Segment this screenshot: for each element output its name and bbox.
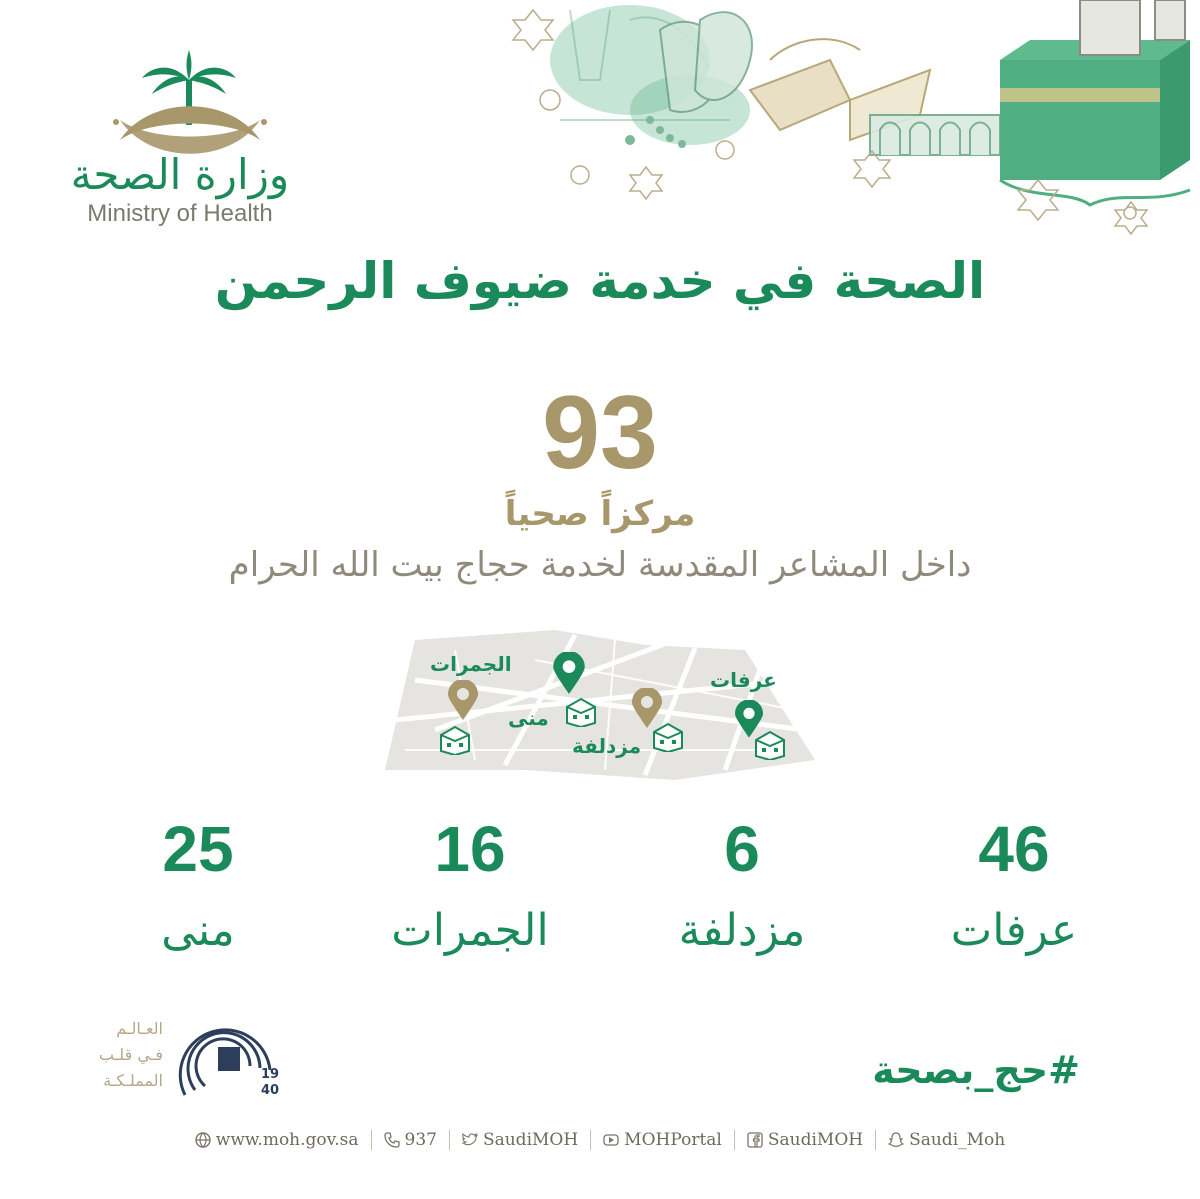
contact-twitter[interactable] <box>462 1130 578 1150</box>
emblem-year-bottom: 40 <box>261 1083 280 1098</box>
map-label-arafat: عرفات <box>710 668 777 692</box>
emblem-year-top: 19 <box>261 1067 280 1082</box>
contact-text: SaudiMOH <box>767 1130 864 1150</box>
twitter-icon <box>462 1132 478 1148</box>
total-centers-count: 93 <box>542 375 658 491</box>
contact-website[interactable] <box>195 1130 359 1150</box>
facebook-icon <box>747 1132 763 1148</box>
stat-value: 25 <box>162 813 234 885</box>
logo-arabic-text: وزارة الصحة <box>70 150 290 199</box>
map-label-jamarat: الجمرات <box>430 652 512 676</box>
contact-text: www.moh.gov.sa <box>215 1130 359 1150</box>
pin-jamarat-icon <box>448 680 478 720</box>
centers-description: داخل المشاعر المقدسة لخدمة حجاج بيت الله الحرام <box>228 545 972 585</box>
contact-snapchat[interactable] <box>888 1130 1005 1150</box>
contact-bar <box>0 1130 1200 1150</box>
clinic-building-icon <box>563 697 599 727</box>
page-title: الصحة في خدمة ضيوف الرحمن <box>214 252 986 310</box>
divider <box>449 1130 450 1150</box>
divider <box>875 1130 876 1150</box>
stat-value: 46 <box>978 813 1050 885</box>
contact-text: MOHPortal <box>624 1130 722 1150</box>
clinic-building-icon <box>752 730 788 760</box>
pin-mina-icon <box>553 652 585 694</box>
stat-name: منى <box>161 905 235 956</box>
stat-name: الجمرات <box>391 905 549 956</box>
clinic-building-icon <box>650 722 686 752</box>
emblem-line2: فـي قلـب <box>98 1045 163 1064</box>
snapchat-icon <box>888 1132 904 1148</box>
stat-muzdalifah <box>622 812 862 964</box>
stat-name: مزدلفة <box>678 905 806 956</box>
contact-text: 937 <box>404 1130 437 1150</box>
emblem-line1: العـالـم <box>116 1019 163 1038</box>
stat-value: 16 <box>434 813 506 885</box>
contact-text: SaudiMOH <box>482 1130 579 1150</box>
stat-value: 6 <box>724 813 760 885</box>
contact-phone[interactable] <box>384 1130 437 1150</box>
map-label-mina: منى <box>508 706 549 730</box>
contact-facebook[interactable] <box>747 1130 863 1150</box>
divider <box>371 1130 372 1150</box>
stat-arafat <box>894 812 1134 964</box>
logo-english-text: Ministry of Health <box>87 200 273 227</box>
youtube-icon <box>603 1132 619 1148</box>
clinic-building-icon <box>437 725 473 755</box>
hajj-1440-emblem <box>55 1010 300 1100</box>
stat-jamarat <box>350 812 590 964</box>
divider <box>590 1130 591 1150</box>
contact-youtube[interactable] <box>603 1130 722 1150</box>
map-label-muzdalifah: مزدلفة <box>572 734 642 758</box>
stat-name: عرفات <box>950 905 1078 956</box>
contact-text: Saudi_Moh <box>909 1130 1006 1150</box>
globe-icon <box>195 1132 211 1148</box>
hashtag[interactable]: #حج_بصحة <box>872 1048 1080 1092</box>
divider <box>734 1130 735 1150</box>
centers-label: مركزاً صحياً <box>504 494 696 534</box>
emblem-line3: المملـكـة <box>103 1071 163 1090</box>
hajj-header-illustration <box>430 0 1200 250</box>
stat-mina <box>78 812 318 964</box>
phone-icon <box>384 1132 400 1148</box>
